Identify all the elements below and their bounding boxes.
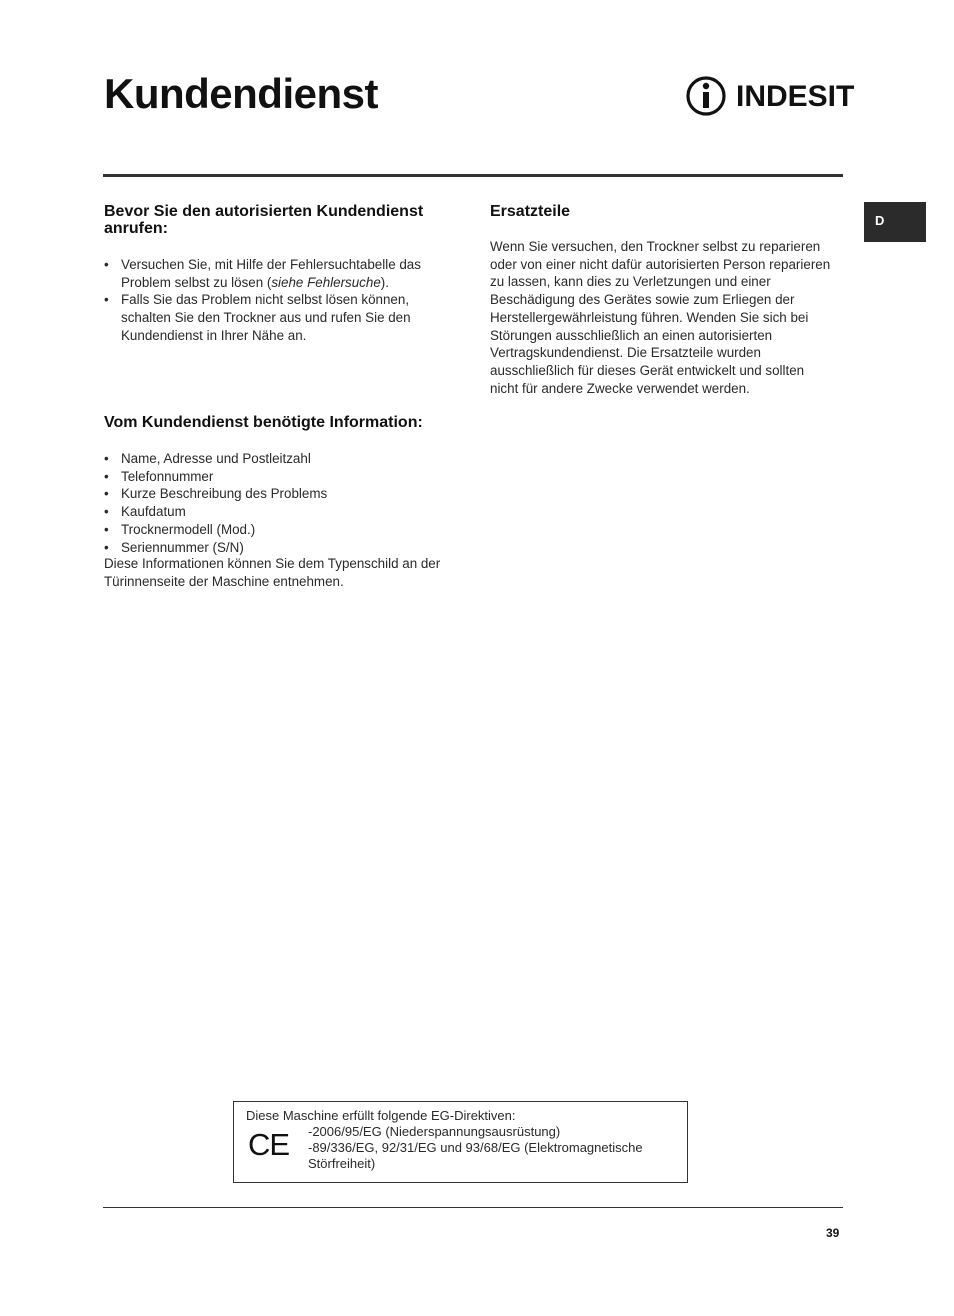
list-item: • Versuchen Sie, mit Hilfe der Fehlersuchtabelle das Problem selbst zu lösen (siehe Fehlersuche).: [104, 256, 449, 291]
header-divider: [103, 174, 843, 177]
compliance-intro: Diese Maschine erfüllt folgende EG-Direktiven:: [246, 1108, 516, 1123]
list-item: • Trocknermodell (Mod.): [104, 521, 449, 539]
compliance-box: [233, 1101, 688, 1183]
directive-item: -2006/95/EG (Niederspannungsausrüstung): [308, 1124, 561, 1139]
ce-mark-icon: CE: [248, 1127, 290, 1162]
directive-item: -89/336/EG, 92/31/EG und 93/68/EG (Elektromagnetische Störfreiheit): [308, 1140, 643, 1171]
brand-name: INDESIT: [736, 80, 855, 113]
directive-list: [308, 1124, 678, 1172]
list-item: • Falls Sie das Problem nicht selbst lösen können, schalten Sie den Trockner aus und rufen Sie den Kundendienst in Ihrer Nähe an.: [104, 291, 449, 344]
page-title: Kundendienst: [104, 70, 378, 117]
list-item: • Name, Adresse und Postleitzahl: [104, 450, 449, 468]
before-calling-list: [104, 256, 449, 345]
list-item: • Kurze Beschreibung des Problems: [104, 485, 449, 503]
section-required-info: [104, 414, 449, 431]
section-heading: Bevor Sie den autorisierten Kundendienst anrufen:: [104, 203, 424, 237]
spare-parts-text: Wenn Sie versuchen, den Trockner selbst zu reparieren oder von einer nicht dafür autorisierten Person reparieren zu lassen, kann dies zu Verletzungen und einer Beschädigung des Gerätes sowie zum Erliegen der Herstellergewährleistung führen. Wenden Sie sich bei Störungen ausschließlich an einen autorisierten Vertragskundendienst. Die Ersatzteile wurden ausschließlich für dieses Gerät entwickelt und sollten nicht für andere Zwecke verwendet werden.: [490, 239, 831, 396]
list-item: • Kaufdatum: [104, 503, 449, 521]
required-info-list: [104, 450, 449, 556]
list-item: • Telefonnummer: [104, 468, 449, 486]
list-item: • Seriennummer (S/N): [104, 539, 449, 557]
section-before-calling: [104, 203, 449, 237]
section-spare-parts: [490, 203, 835, 220]
page-number: 39: [826, 1226, 840, 1240]
section-heading: Vom Kundendienst benötigte Information:: [104, 414, 423, 431]
section-heading: Ersatzteile: [490, 203, 571, 220]
cross-reference: siehe Fehlersuche: [271, 274, 381, 290]
brand-emblem-icon: [684, 74, 734, 118]
type-plate-note: Diese Informationen können Sie dem Typenschild an der Türinnenseite der Maschine entnehmen.: [104, 556, 441, 589]
language-tab: D: [864, 202, 926, 242]
footer-divider: [103, 1207, 843, 1208]
